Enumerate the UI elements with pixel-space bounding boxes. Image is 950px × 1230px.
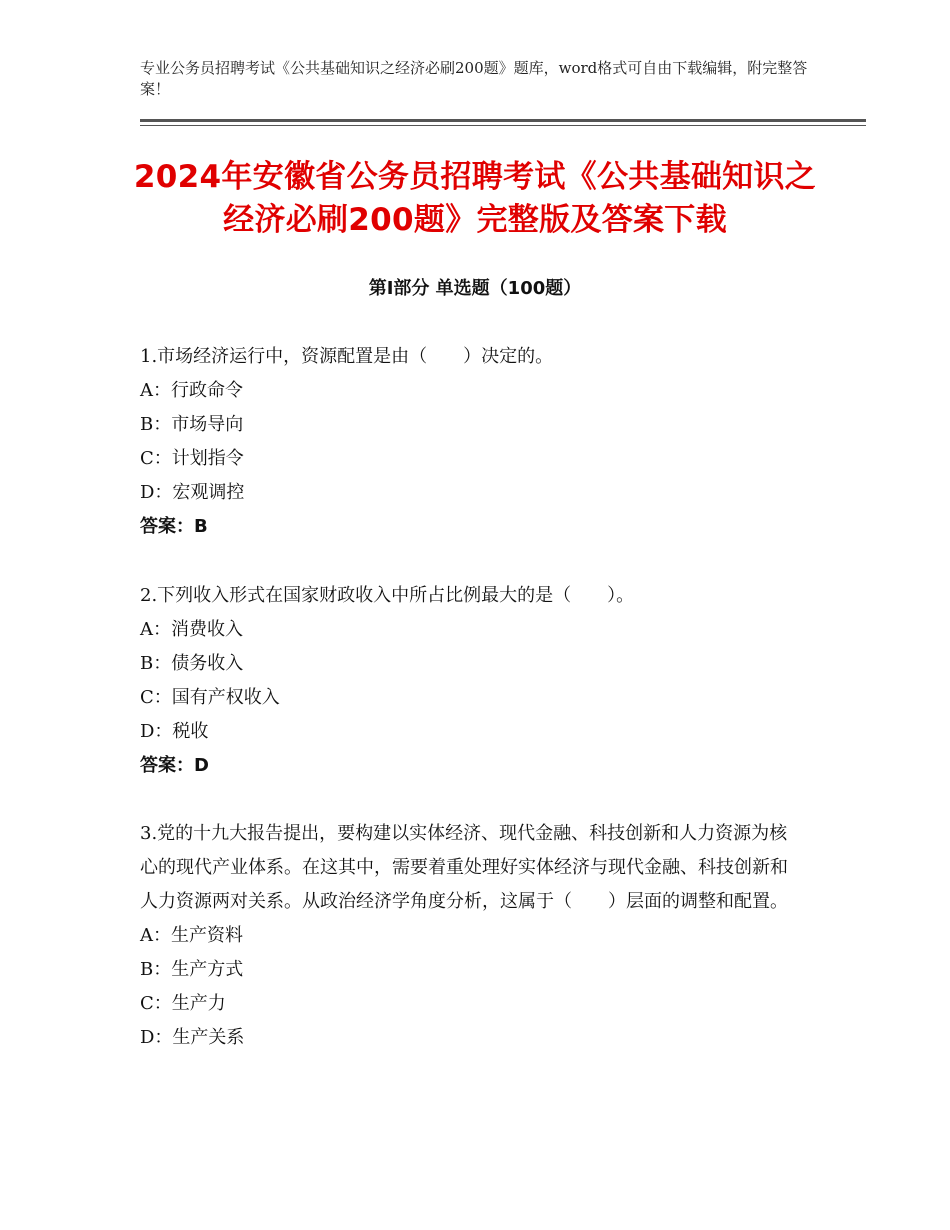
option-c: C：国有产权收入 — [140, 687, 280, 708]
question-stem: 1.市场经济运行中，资源配置是由（ ）决定的。 — [140, 346, 554, 367]
option-c: C：计划指令 — [140, 448, 244, 469]
option-b: B：生产方式 — [140, 959, 244, 980]
option-d: D：宏观调控 — [140, 482, 245, 503]
option-b: B：市场导向 — [140, 414, 244, 435]
question-2 — [140, 579, 802, 783]
header-rule-thin — [140, 125, 866, 126]
question-3 — [140, 817, 802, 1055]
option-a: A：生产资料 — [140, 925, 243, 946]
answer: 答案：B — [140, 516, 208, 537]
answer: 答案：D — [140, 755, 209, 776]
document-title: 2024年安徽省公务员招聘考试《公共基础知识之经济必刷200题》完整版及答案下载 — [133, 159, 817, 238]
option-b: B：债务收入 — [140, 653, 244, 674]
option-d: D：税收 — [140, 721, 209, 742]
option-c: C：生产力 — [140, 993, 226, 1014]
question-stem: 3.党的十九大报告提出，要构建以实体经济、现代金融、科技创新和人力资源为核心的现代产业体系。在这其中，需要着重处理好实体经济与现代金融、科技创新和人力资源两对关系。从政治经济学角度分析，这属于（ ）层面的调整和配置。 — [140, 823, 788, 912]
option-a: A：行政命令 — [140, 380, 243, 401]
section-title: 第Ⅰ部分 单选题（100题） — [368, 278, 582, 299]
header-note: 专业公务员招聘考试《公共基础知识之经济必刷200题》题库，word格式可自由下载编辑，附完整答案！ — [140, 59, 808, 98]
question-stem: 2.下列收入形式在国家财政收入中所占比例最大的是（ ）。 — [140, 585, 635, 606]
header-rule-thick — [140, 119, 866, 122]
option-d: D：生产关系 — [140, 1027, 245, 1048]
option-a: A：消费收入 — [140, 619, 243, 640]
question-1 — [140, 340, 802, 544]
